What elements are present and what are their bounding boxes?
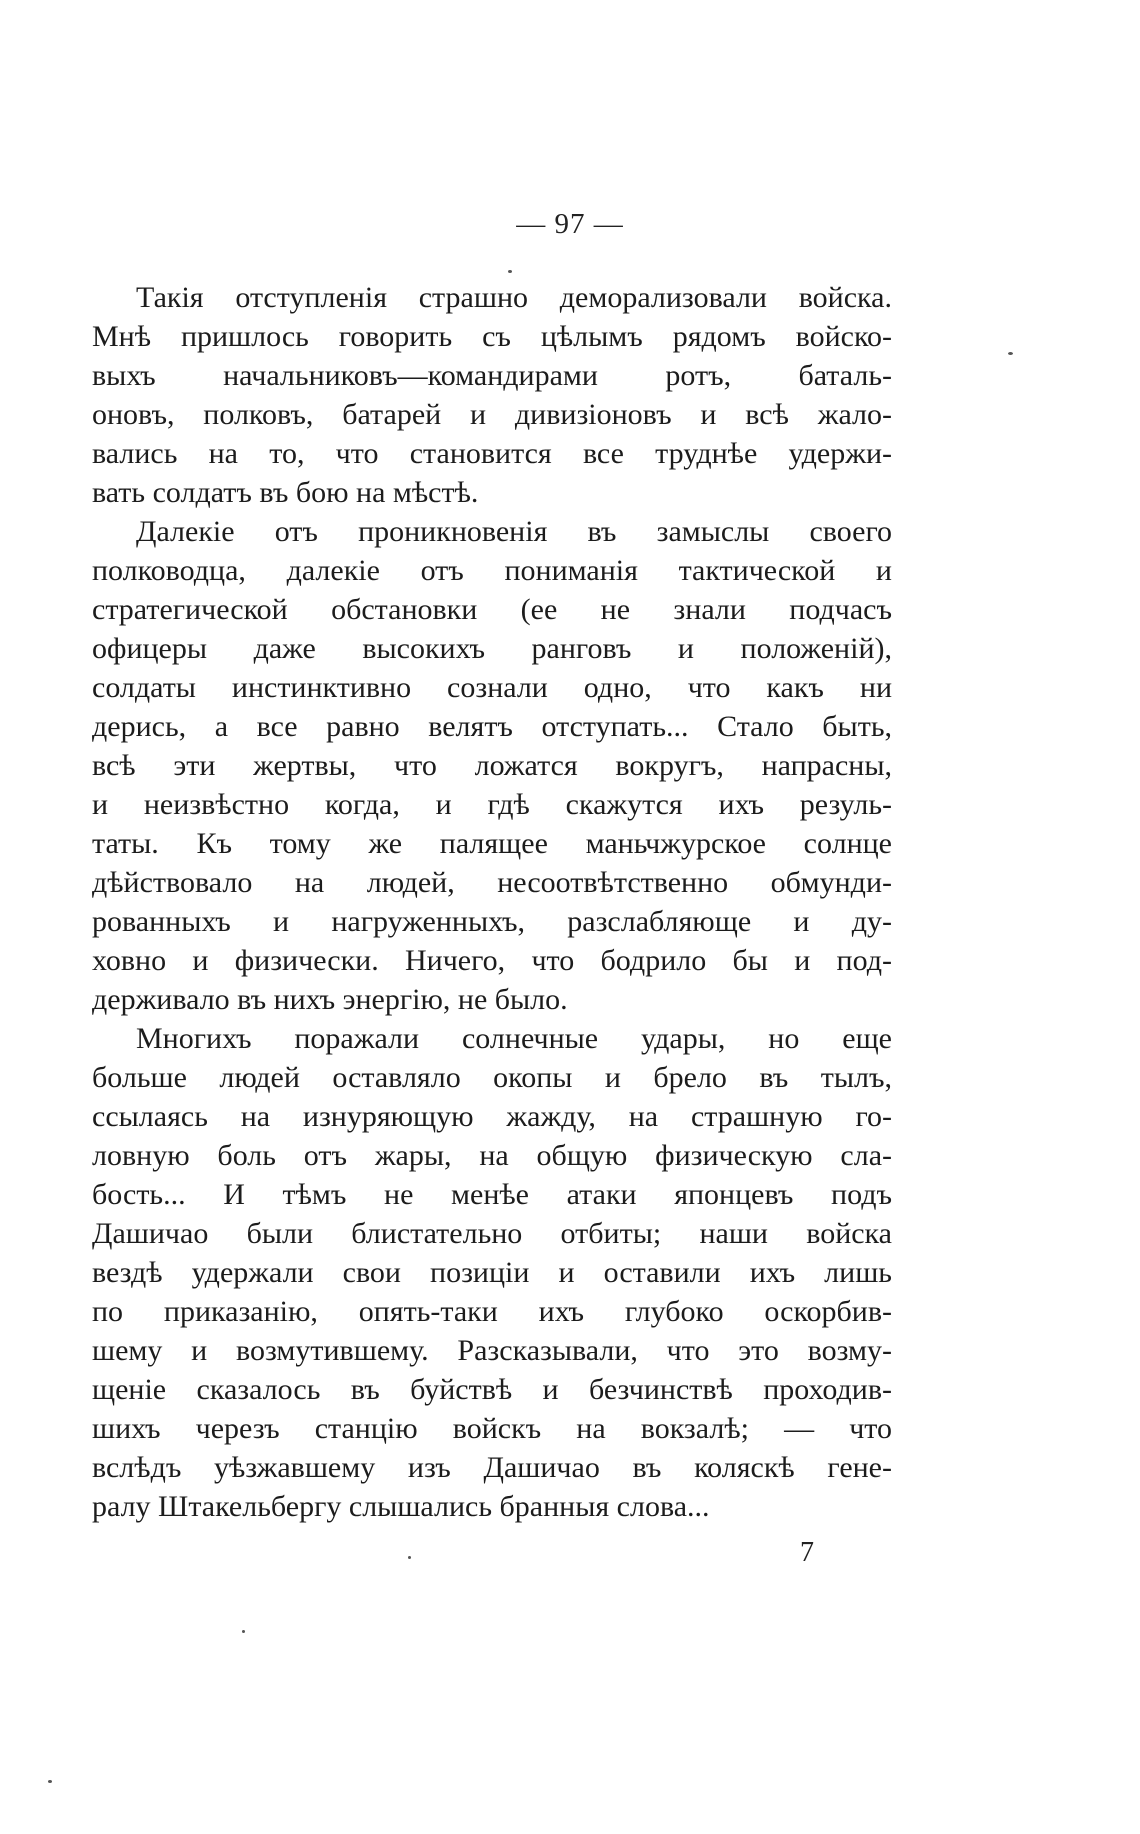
text-line: ховно и физически. Ничего, что бодрило бы и под- <box>92 944 892 977</box>
text-line: солдаты инстинктивно сознали одно, что какъ ни <box>92 671 892 704</box>
page-number: — 97 — <box>516 208 624 240</box>
text-line: таты. Къ тому же палящее маньчжурское солнце <box>92 827 892 860</box>
ink-speck <box>48 1780 52 1783</box>
ink-speck <box>408 1556 411 1559</box>
text-line: дерись, а все равно велятъ отступать... Стало быть, <box>92 710 892 743</box>
text-line: дѣйствовало на людей, несоотвѣтственно обмунди- <box>92 866 892 899</box>
text-line: бость... И тѣмъ не менѣе атаки японцевъ подъ <box>92 1178 892 1211</box>
text-line: выхъ начальниковъ—командирами ротъ, баталь- <box>92 359 892 392</box>
text-line: вездѣ удержали свои позиціи и оставили ихъ лишь <box>92 1256 892 1289</box>
text-line: Такія отступленія страшно деморализовали войска. <box>136 281 892 314</box>
ink-speck <box>242 1630 245 1633</box>
body-text <box>92 278 892 1526</box>
text-line: оновъ, полковъ, батарей и дивизіоновъ и всѣ жало- <box>92 398 892 431</box>
ink-speck <box>508 270 512 273</box>
text-line: всѣ эти жертвы, что ложатся вокругъ, напрасны, <box>92 749 892 782</box>
text-line: и неизвѣстно когда, и гдѣ скажутся ихъ резуль- <box>92 788 892 821</box>
text-line: больше людей оставляло окопы и брело въ тылъ, <box>92 1061 892 1094</box>
text-line: полководца, далекіе отъ пониманія тактической и <box>92 554 892 587</box>
text-line: вались на то, что становится все труднѣе удержи- <box>92 437 892 470</box>
text-line: офицеры даже высокихъ ранговъ и положеній), <box>92 632 892 665</box>
text-line: Далекіе отъ проникновенія въ замыслы своего <box>136 515 892 548</box>
paragraph-1 <box>92 278 892 512</box>
text-line: вать солдатъ въ бою на мѣстѣ. <box>92 476 479 509</box>
text-line: рованныхъ и нагруженныхъ, разслабляюще и ду- <box>92 905 892 938</box>
text-line: шихъ черезъ станцію войскъ на вокзалѣ; — что <box>92 1412 892 1445</box>
ink-speck <box>1008 352 1013 355</box>
text-line: вслѣдъ уѣзжавшему изъ Дашичао въ коляскѣ гене- <box>92 1451 892 1484</box>
text-line: Дашичао были блистательно отбиты; наши войска <box>92 1217 892 1250</box>
text-line: щеніе сказалось въ буйствѣ и безчинствѣ проходив- <box>92 1373 892 1406</box>
text-line: шему и возмутившему. Разсказывали, что это возму- <box>92 1334 892 1367</box>
text-line: Многихъ поражали солнечные удары, но еще <box>136 1022 892 1055</box>
signature-mark: 7 <box>800 1537 814 1568</box>
text-line: Мнѣ пришлось говорить съ цѣлымъ рядомъ войско- <box>92 320 892 353</box>
paragraph-3 <box>92 1019 892 1526</box>
text-line: держивало въ нихъ энергію, не было. <box>92 983 568 1016</box>
text-line: ловную боль отъ жары, на общую физическую сла- <box>92 1139 892 1172</box>
paragraph-2 <box>92 512 892 1019</box>
text-line: ралу Штакельбергу слышались бранныя слова... <box>92 1490 710 1523</box>
text-line: стратегической обстановки (ее не знали подчасъ <box>92 593 892 626</box>
text-line: ссылаясь на изнуряющую жажду, на страшную го- <box>92 1100 892 1133</box>
text-line: по приказанію, опять-таки ихъ глубоко оскорбив- <box>92 1295 892 1328</box>
